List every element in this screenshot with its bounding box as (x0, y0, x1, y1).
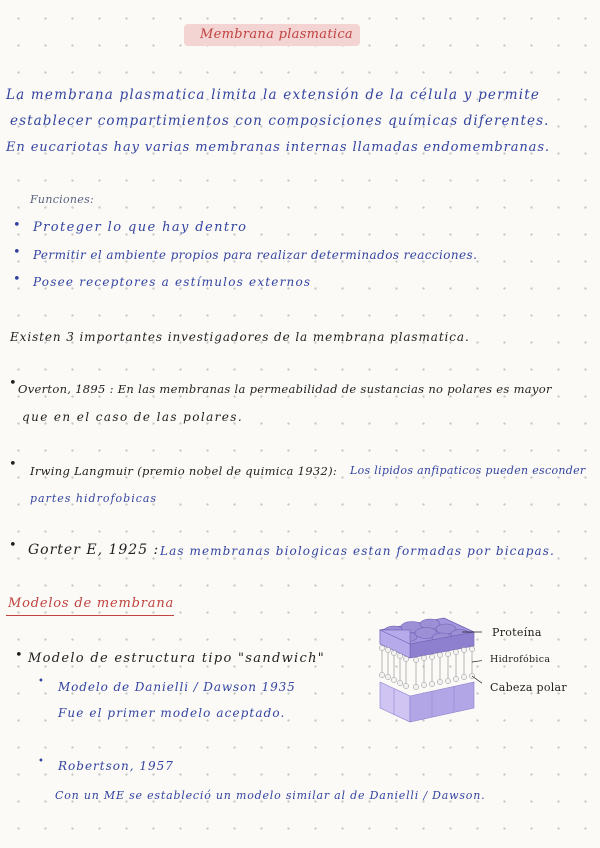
intro-line-2: establecer compartimientos con composiciones químicas diferentes. (10, 113, 550, 129)
danielli-note: Fue el primer modelo aceptado. (58, 706, 286, 720)
bullet-dot: • (15, 648, 23, 663)
modelos-heading: Modelos de membrana (8, 596, 175, 611)
bullet-dot: • (13, 218, 21, 233)
gorter-text: Las membranas biologicas estan formadas por bicapas. (160, 544, 555, 558)
langmuir-line-2: partes hidrofobicas (30, 492, 158, 505)
funcion-item-3: Posee receptores a estímulos externos (33, 275, 312, 289)
bullet-dot: • (9, 538, 17, 553)
intro-line-3: En eucariotas hay varias membranas internas llamadas endomembranas. (6, 140, 550, 155)
label-proteina: Proteína (492, 626, 542, 639)
gorter-name: Gorter E, 1925 : (28, 542, 160, 558)
label-cabeza-polar: Cabeza polar (490, 681, 567, 694)
langmuir-name: Irwing Langmuir (premio nobel de quimica 1932): (30, 464, 338, 478)
bullet-dot: • (9, 376, 17, 391)
sandwich-model: Modelo de estructura tipo "sandwich" (28, 651, 326, 666)
investigadores-heading: Existen 3 importantes investigadores de la membrana plasmatica. (10, 330, 470, 344)
bullet-dot: • (13, 245, 21, 260)
robertson-note: Con un ME se estableció un modelo similar al de Danielli / Dawson. (55, 789, 486, 802)
bullet-dot: • (9, 457, 17, 472)
overton-line-2: que en el caso de las polares. (22, 410, 244, 424)
funcion-item-1: Proteger lo que hay dentro (33, 220, 248, 235)
label-hidrofobica: Hidrofóbica (490, 654, 551, 665)
funcion-item-2: Permitir el ambiente propios para realizar determinados reacciones. (33, 248, 478, 262)
intro-line-1: La membrana plasmatica limita la extensión de la célula y permite (6, 87, 541, 103)
bullet-dot: • (38, 676, 44, 687)
funciones-heading: Funciones: (30, 193, 95, 206)
overton-line-1: Overton, 1895 : En las membranas la permeabilidad de sustancias no polares es mayor (18, 382, 552, 396)
membrane-bilayer-illustration (372, 612, 482, 732)
danielli-model: Modelo de Danielli / Dawson 1935 (58, 680, 296, 694)
bullet-dot: • (38, 756, 44, 767)
modelos-underline (6, 615, 174, 616)
langmuir-text: Los lipidos anfipaticos pueden esconder (350, 464, 586, 477)
bullet-dot: • (13, 272, 21, 287)
robertson-model: Robertson, 1957 (58, 759, 174, 773)
page-title: Membrana plasmatica (200, 27, 353, 42)
